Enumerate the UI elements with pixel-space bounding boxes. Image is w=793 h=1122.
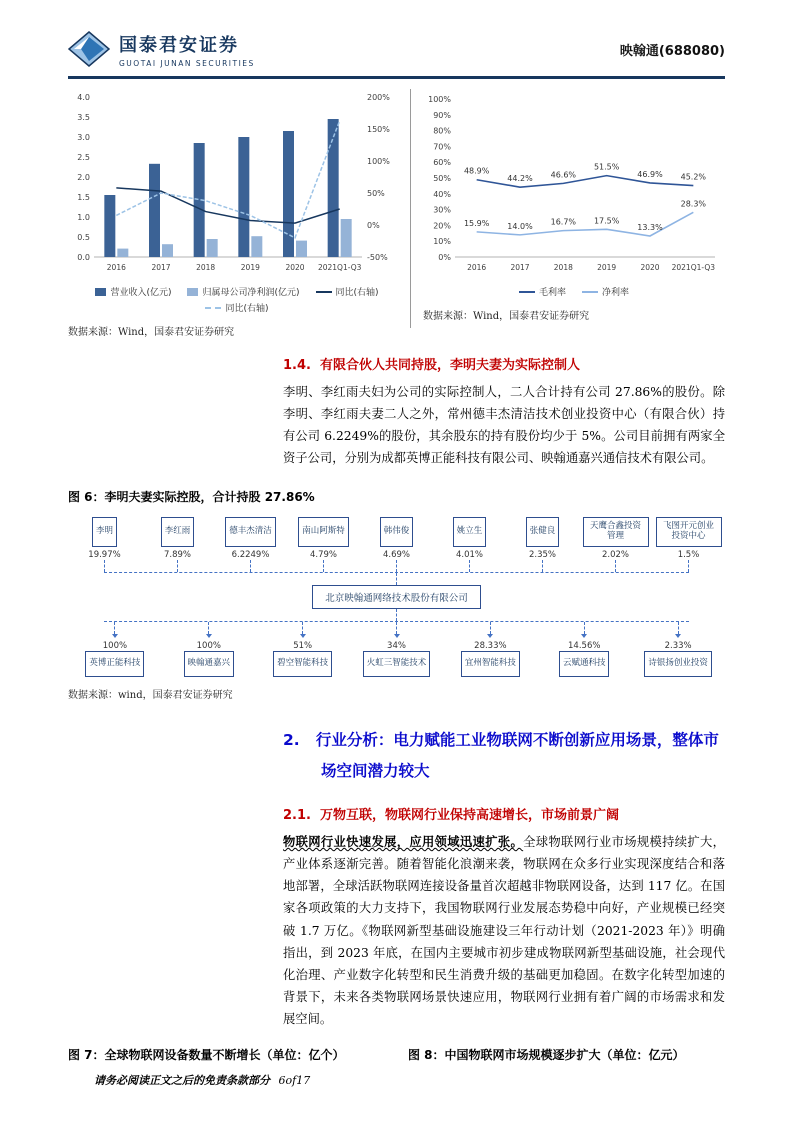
legend-item [519,285,566,298]
svg-text:3.5: 3.5 [77,113,90,122]
legend-label: 毛利率 [538,288,566,298]
revenue-chart-legend [87,285,387,314]
org-percent: 2.02% [601,549,629,560]
org-stub [396,573,397,585]
svg-text:100%: 100% [428,95,451,104]
brand-text [119,31,255,68]
org-box: 飞图开元创业投资中心 [656,517,722,547]
org-subsidiary [350,622,444,677]
legend-label: 营业收入(亿元) [110,288,172,298]
brand-name-cn: 国泰君安证券 [119,34,239,56]
org-percent: 100% [196,640,221,651]
figure-7-caption: 图 7：全球物联网设备数量不断增长（单位：亿个） [68,1048,345,1063]
svg-text:17.5%: 17.5% [593,216,620,226]
org-shareholder [506,517,579,572]
svg-text:10%: 10% [433,237,451,247]
org-box: 张健良 [526,517,560,547]
org-percent: 4.01% [455,549,483,560]
org-shareholder [652,517,725,572]
org-stub [104,560,105,572]
section-2-heading: 2. 行业分析：电力赋能工业物联网不断创新应用场景，整体市场空间潜力较大 [283,730,719,781]
svg-text:0.0: 0.0 [77,253,90,262]
org-box: 德丰杰清洁 [225,517,276,547]
org-subsidiary [537,622,631,677]
svg-text:3.0: 3.0 [77,133,90,142]
org-box: 南山阿斯特 [298,517,349,547]
bars [104,119,351,257]
org-percent: 34% [387,640,406,651]
svg-text:0%: 0% [438,253,451,262]
svg-text:2021Q1-Q3: 2021Q1-Q3 [317,263,362,272]
org-stub [584,622,585,634]
org-shareholder [360,517,433,572]
legend-label: 同比(右轴) [225,304,269,314]
svg-text:2019: 2019 [240,263,260,272]
svg-text:13.3%: 13.3% [637,222,663,232]
org-box: 韩伟俊 [380,517,414,547]
revenue-profit-chart [68,87,402,283]
svg-text:20%: 20% [433,221,451,231]
org-stub [302,622,303,634]
figure-6-caption: 图 6：李明夫妻实际控股，合计持股 27.86% [68,489,315,504]
org-percent: 1.5% [677,549,700,560]
legend-item [316,285,379,298]
data-source-left: 数据来源：Wind，国泰君安证券研究 [68,327,235,338]
svg-text:0.5: 0.5 [77,233,90,242]
margin-panel [415,87,725,338]
svg-text:0%: 0% [367,221,380,230]
org-stub [114,622,115,634]
arrow-down-icon [675,634,681,638]
svg-text:200%: 200% [367,93,390,102]
figure-6-source: 数据来源：wind，国泰君安证券研究 [68,689,233,701]
svg-text:60%: 60% [433,158,451,168]
org-shareholder [433,517,506,572]
section-2-1-body [283,831,725,1030]
legend-marker [187,288,198,296]
charts-row [68,87,725,338]
org-stub [396,622,397,634]
logo-gem-icon [68,31,110,67]
footer-page-number: 6of17 [278,1074,311,1087]
data-source-right: 数据来源：Wind，国泰君安证券研究 [423,311,590,322]
footer-disclaimer: 请务必阅读正文之后的免责条款部分 [94,1074,270,1087]
org-box: 李明 [92,517,117,547]
svg-text:15.9%: 15.9% [463,218,490,228]
section-2-1-heading: 2.1. 万物互联，物联网行业保持高速增长，市场前景广阔 [283,808,620,824]
svg-text:51.5%: 51.5% [593,162,620,172]
org-shareholder [141,517,214,572]
svg-text:100%: 100% [367,157,390,166]
margin-ratio-chart [423,87,725,283]
org-shareholder [287,517,360,572]
org-percent: 6.2249% [231,549,270,560]
org-box: 姚立生 [453,517,487,547]
svg-text:2017: 2017 [151,263,171,272]
revenue-profit-panel [68,87,406,338]
org-stub [208,622,209,634]
legend-label: 同比(右轴) [335,288,379,298]
page-header [68,24,725,74]
org-subsidiary [631,622,725,677]
chart-divider [410,89,411,328]
org-box: 宜州智能科技 [461,651,520,677]
section-2-1-rest: 全球物联网行业市场规模持续扩大，产业体系逐渐完善。随着智能化浪潮来袭，物联网在众多行业实现深度结合和落地部署，全球活跃物联网连接设备量首次超越非物联网设备，达到 117 亿。在国家各项政策的大力支持下，我国物联网行业发展态势稳中向好，产业规模已经突破 1.7 万亿。《物联网新型基础设施建设三年行动计划（2021-2023 年）》明确指出，到 2023 年底，在国内主要城市初步建成物联网新型基础设施，社会现代化治理、产业数字化转型和民生消费升级的基础更加稳固。在数字化转型加速的背景下，未来各类物联网场景快速应用，物联网行业拥有着广阔的市场需求和发展空间。 [283,835,725,1027]
svg-text:30%: 30% [433,205,451,215]
page-footer [94,1072,310,1088]
org-percent: 4.79% [309,549,337,560]
org-stub [688,560,689,572]
svg-text:2020: 2020 [640,263,660,272]
legend-marker [582,291,598,293]
svg-text:2016: 2016 [106,263,126,272]
org-stub [678,622,679,634]
org-shareholder [214,517,287,572]
svg-text:-50%: -50% [367,253,388,262]
svg-text:4.0: 4.0 [77,93,90,102]
org-box: 碧空智能科技 [273,651,332,677]
org-box: 映翰通嘉兴 [184,651,235,677]
org-box: 李红雨 [161,517,195,547]
org-subsidiary [68,622,162,677]
svg-text:70%: 70% [433,142,451,152]
org-bottom-row [68,622,725,677]
lines [464,163,706,236]
org-stub [615,560,616,572]
svg-text:16.7%: 16.7% [550,217,577,227]
svg-text:2018: 2018 [196,263,216,272]
org-shareholder [579,517,652,572]
org-percent: 7.89% [163,549,191,560]
legend-marker [519,291,535,293]
legend-marker [205,307,221,309]
svg-text:2019: 2019 [597,263,617,272]
section-1-4-heading: 1.4. 有限合伙人共同持股，李明夫妻为实际控制人 [283,358,581,373]
svg-text:2.5: 2.5 [77,153,90,162]
legend-label: 归属母公司净利润(亿元) [202,288,300,298]
org-subsidiary [256,622,350,677]
svg-text:1.5: 1.5 [77,193,90,202]
svg-text:2017: 2017 [510,263,530,272]
org-stub [469,560,470,572]
org-box: 诗银扬创业投资 [644,651,712,677]
margin-chart-legend [519,285,629,298]
svg-text:2021Q1-Q3: 2021Q1-Q3 [671,263,716,272]
org-subsidiary [443,622,537,677]
header-divider [68,76,725,79]
figure-8-caption: 图 8：中国物联网市场规模逐步扩大（单位：亿元） [408,1048,685,1063]
stock-title: 映翰通(688080) [619,43,725,59]
svg-text:46.6%: 46.6% [550,170,577,180]
arrow-down-icon [112,634,118,638]
org-top-row [68,517,725,572]
svg-text:2016: 2016 [467,263,487,272]
svg-text:2018: 2018 [553,263,573,272]
org-stub [542,560,543,572]
org-percent: 4.69% [382,549,410,560]
org-percent: 28.33% [474,640,507,651]
org-stub [396,560,397,572]
svg-text:46.9%: 46.9% [637,169,663,179]
svg-text:150%: 150% [367,125,390,134]
legend-marker [316,291,332,293]
org-percent: 19.97% [88,549,121,560]
legend-label: 净利率 [602,288,630,298]
svg-text:28.3%: 28.3% [680,199,707,209]
section-1-4 [283,354,725,470]
svg-text:2020: 2020 [285,263,305,272]
legend-marker [95,288,106,296]
org-stub [177,560,178,572]
legend-item [187,285,299,298]
org-percent: 2.35% [528,549,556,560]
svg-text:44.2%: 44.2% [507,174,533,184]
org-stub [323,560,324,572]
section-1-4-body: 李明、李红雨夫妇为公司的实际控制人，二人合计持有公司 27.86%的股份。除李明、李红雨夫妻二人之外，常州德丰杰清洁技术创业投资中心（有限合伙）持有公司 6.2249%的股份，其余股东的持有股份均少于 5%。公司目前拥有两家全资子公司，分别为成都英博正能科技有限公司、映翰通嘉兴通信技术有限公司。 [283,385,725,466]
org-stub [250,560,251,572]
org-stub [396,609,397,621]
figures-caption-row [68,1046,725,1063]
svg-text:1.0: 1.0 [77,213,90,222]
org-percent: 2.33% [664,640,692,651]
arrow-down-icon [487,634,493,638]
org-percent: 14.56% [568,640,601,651]
section-2-1-lead: 物联网行业快速发展，应用领域迅速扩张。 [283,834,524,850]
legend-item [582,285,629,298]
svg-text:50%: 50% [433,174,451,183]
org-box: 云赋通科技 [559,651,610,677]
svg-text:48.9%: 48.9% [463,166,490,176]
org-box: 火虹三智能技术 [363,651,431,677]
svg-text:14.0%: 14.0% [507,221,533,231]
org-stub [490,622,491,634]
legend-item [95,285,171,298]
svg-text:2.0: 2.0 [77,173,90,182]
section-2 [283,725,725,1031]
org-box: 天鹰合鑫投资管理 [583,517,649,547]
svg-text:45.2%: 45.2% [680,172,707,182]
brand-logo [68,31,255,68]
svg-text:40%: 40% [433,189,451,199]
svg-text:50%: 50% [367,189,385,198]
ownership-org-chart [68,517,725,677]
arrow-down-icon [206,634,212,638]
org-center [68,573,725,621]
svg-text:90%: 90% [433,110,451,120]
svg-text:80%: 80% [433,126,451,136]
org-percent: 51% [293,640,313,651]
arrow-down-icon [581,634,587,638]
org-subsidiary [162,622,256,677]
org-box: 英博正能科技 [85,651,144,677]
arrow-down-icon [394,634,400,638]
org-shareholder [68,517,141,572]
brand-name-en: GUOTAI JUNAN SECURITIES [119,58,255,68]
arrow-down-icon [300,634,306,638]
legend-item [205,301,268,314]
org-percent: 100% [102,640,128,651]
org-company-box: 北京映翰通网络技术股份有限公司 [312,585,481,609]
